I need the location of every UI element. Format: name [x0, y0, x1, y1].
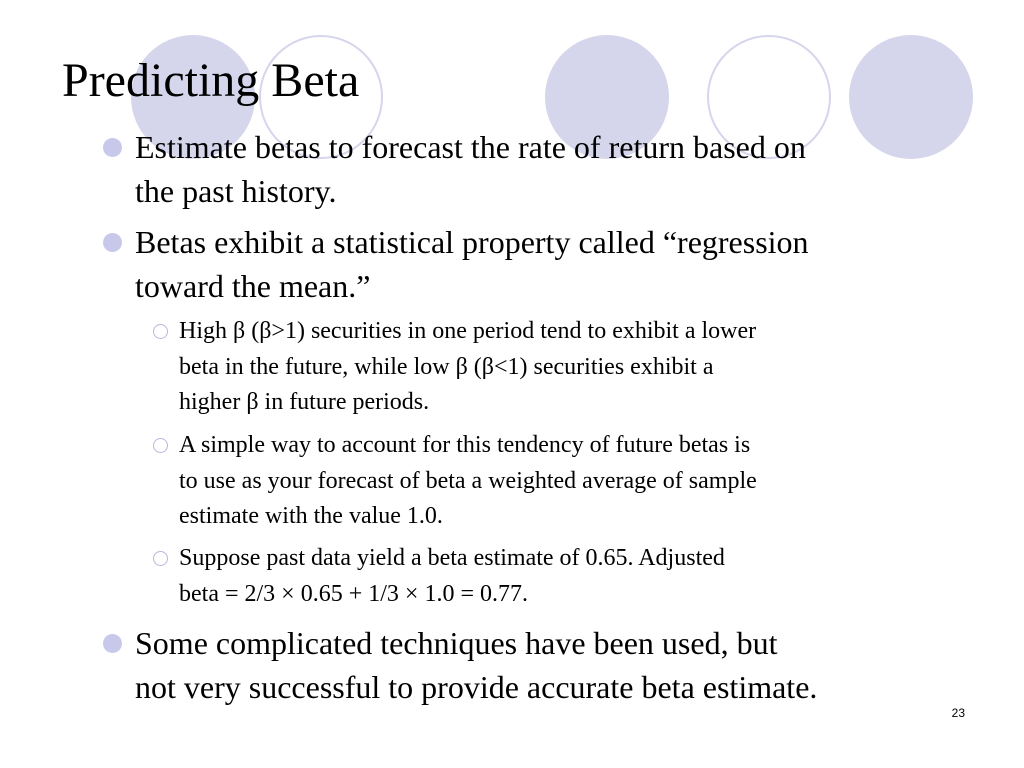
- bullet-text: Some complicated techniques have been used, but not very successful to provide accurate beta estimate.: [135, 625, 818, 705]
- ring-bullet-icon: [153, 324, 168, 339]
- page-number: 23: [951, 706, 965, 720]
- bullet-text: Estimate betas to forecast the rate of return based on the past history.: [135, 129, 806, 209]
- sub-bullet-item: [179, 428, 999, 535]
- sub-bullet-text: A simple way to account for this tendency of future betas is to use as your forecast of beta a weighted average of sample estimate with the value 1.0.: [179, 432, 757, 529]
- sub-bullet-text: High β (β>1) securities in one period tend to exhibit a lower beta in the future, while low β (β<1) securities exhibit a higher β in future periods.: [179, 318, 757, 415]
- slide-title: Predicting Beta: [62, 54, 360, 107]
- bullet-item: [135, 125, 995, 213]
- ring-bullet-icon: [153, 551, 168, 566]
- bullet-item: [135, 220, 995, 308]
- ring-bullet-icon: [153, 438, 168, 453]
- sub-bullet-item: [179, 541, 999, 612]
- bullet-dot-icon: [103, 233, 122, 252]
- bullet-dot-icon: [103, 634, 122, 653]
- sub-bullet-text: Suppose past data yield a beta estimate of 0.65. Adjusted beta = 2/3 × 0.65 + 1/3 × 1.0 = 0.77.: [179, 545, 725, 607]
- bullet-item: [135, 621, 995, 709]
- bullet-dot-icon: [103, 138, 122, 157]
- sub-bullet-item: [179, 314, 999, 421]
- bullet-text: Betas exhibit a statistical property called “regression toward the mean.”: [135, 224, 809, 304]
